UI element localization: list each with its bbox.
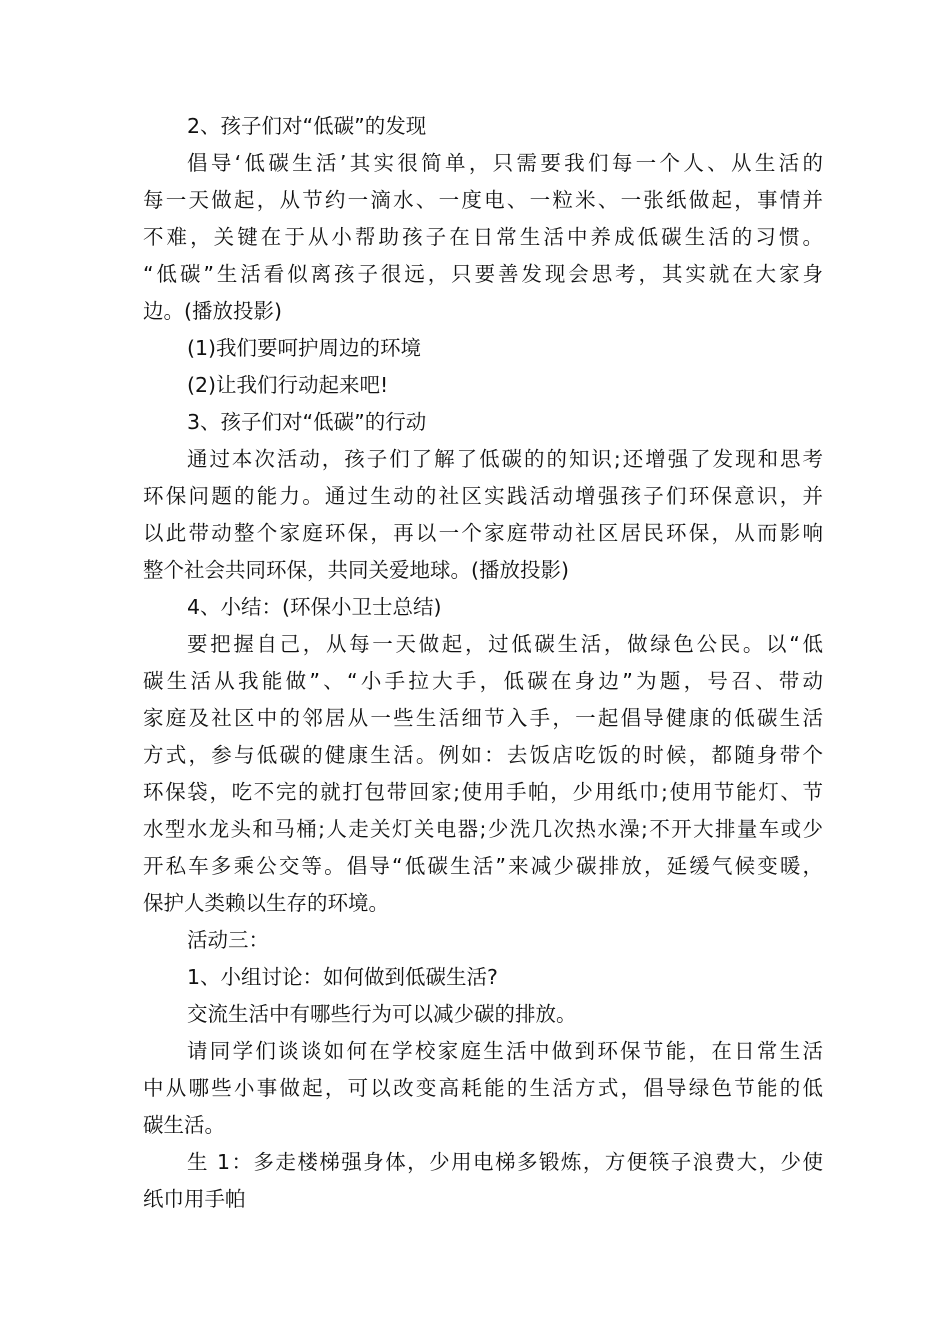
paragraph-line: 边。(播放投影) xyxy=(143,299,282,323)
paragraph-line: 中从哪些小事做起，可以改变高耗能的生活方式，倡导绿色节能的低 xyxy=(143,1076,823,1100)
paragraph-line: 开私车多乘公交等。倡导“低碳生活”来减少碳排放，延缓气候变暖， xyxy=(143,854,823,878)
paragraph-line: 要把握自己，从每一天做起，过低碳生活，做绿色公民。以“低 xyxy=(187,632,823,656)
paragraph-line: 水型水龙头和马桶;人走关灯关电器;少洗几次热水澡;不开大排量车或少 xyxy=(143,817,823,841)
heading-action: 3、孩子们对“低碳”的行动 xyxy=(187,410,427,434)
paragraph-line: 环保袋，吃不完的就打包带回家;使用手帕，少用纸巾;使用节能灯、节 xyxy=(143,780,823,804)
list-item: (2)让我们行动起来吧! xyxy=(187,373,389,397)
paragraph-line: 不难，关键在于从小帮助孩子在日常生活中养成低碳生活的习惯。 xyxy=(143,225,823,249)
paragraph-line: 整个社会共同环保，共同关爱地球。(播放投影) xyxy=(143,558,569,582)
heading-summary: 4、小结：(环保小卫士总结) xyxy=(187,595,442,619)
document-body xyxy=(143,108,823,1218)
paragraph-line: 碳生活。 xyxy=(143,1113,225,1137)
paragraph-line: 交流生活中有哪些行为可以减少碳的排放。 xyxy=(187,1002,577,1026)
paragraph-line: 家庭及社区中的邻居从一些生活细节入手，一起倡导健康的低碳生活 xyxy=(143,706,823,730)
paragraph-line: 请同学们谈谈如何在学校家庭生活中做到环保节能，在日常生活 xyxy=(187,1039,823,1063)
heading-activity-three: 活动三： xyxy=(187,928,269,952)
student-response-line: 生 1：多走楼梯强身体，少用电梯多锻炼，方便筷子浪费大，少使 xyxy=(187,1150,823,1174)
student-response-line: 纸巾用手帕 xyxy=(143,1187,246,1211)
paragraph-line: 通过本次活动，孩子们了解了低碳的的知识;还增强了发现和思考 xyxy=(187,447,823,471)
paragraph-line: 保护人类赖以生存的环境。 xyxy=(143,891,389,915)
paragraph-line: 每一天做起，从节约一滴水、一度电、一粒米、一张纸做起，事情并 xyxy=(143,188,823,212)
paragraph-line: 倡导‘低碳生活’其实很简单，只需要我们每一个人、从生活的 xyxy=(187,151,823,175)
paragraph-line: 环保问题的能力。通过生动的社区实践活动增强孩子们环保意识，并 xyxy=(143,484,823,508)
heading-group-discussion: 1、小组讨论：如何做到低碳生活? xyxy=(187,965,498,989)
paragraph-line: 方式，参与低碳的健康生活。例如：去饭店吃饭的时候，都随身带个 xyxy=(143,743,823,767)
heading-discovery: 2、孩子们对“低碳”的发现 xyxy=(187,114,427,138)
list-item: (1)我们要呵护周边的环境 xyxy=(187,336,422,360)
paragraph-line: “低碳”生活看似离孩子很远，只要善发现会思考，其实就在大家身 xyxy=(143,262,823,286)
paragraph-line: 以此带动整个家庭环保，再以一个家庭带动社区居民环保，从而影响 xyxy=(143,521,823,545)
paragraph-line: 碳生活从我能做”、“小手拉大手，低碳在身边”为题，号召、带动 xyxy=(143,669,823,693)
